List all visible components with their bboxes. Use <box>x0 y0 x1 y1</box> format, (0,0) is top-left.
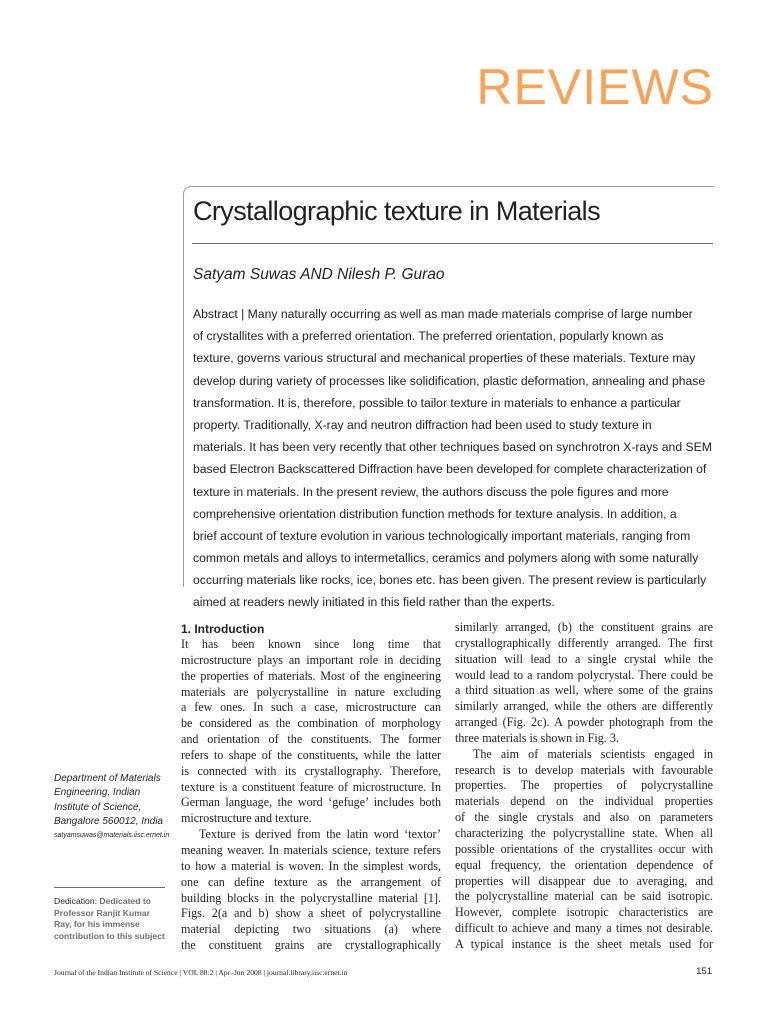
abstract-line: materials. It has been very recently that other techniques based on synchrotron X-rays and SEM <box>193 440 712 455</box>
abstract-line: Abstract | Many naturally occurring as well as man made materials comprise of large number <box>193 307 693 321</box>
body-text-line: the constituent grains are crystallographically <box>181 938 441 953</box>
body-text-line: The aim of materials scientists engaged in <box>473 746 713 761</box>
journal-footer: Journal of the Indian Institute of Science | VOL 88:2 | Apr–Jun 2008 | journal.library.iisc.ernet.in <box>54 968 348 977</box>
abstract-line: comprehensive orientation distribution function methods for texture analysis. In addition, a <box>193 506 677 521</box>
body-text-line: materials depend on the individual properties <box>455 794 713 809</box>
body-text-line: material depicting two situations (a) where <box>181 922 441 937</box>
body-text-line: research is to develop materials with favourable <box>455 762 713 777</box>
section-heading: 1. Introduction <box>181 622 265 636</box>
body-text-line: microstructure and texture. <box>181 811 312 826</box>
affiliation-line: Institute of Science, <box>54 801 142 813</box>
body-text-line: similarly arranged, (b) the constituent grains are <box>455 620 713 634</box>
page-number: 151 <box>696 966 712 977</box>
abstract-line: develop during variety of processes like solidification, plastic deformation, annealing and phase <box>193 373 706 388</box>
body-text-line: equal frequency, the orientation dependence of <box>455 857 713 872</box>
affiliation-line: Engineering, Indian <box>54 787 141 799</box>
body-text-line: A typical instance is the sheet metals used for <box>455 936 713 951</box>
body-text-line: and orientation of the constituents. The former <box>181 732 441 747</box>
abstract-line: transformation. It is, therefore, possible to tailor texture in materials to enhance a particular <box>193 395 681 410</box>
body-text-line: three materials is shown in Fig. 3. <box>455 730 619 745</box>
author-list: Satyam Suwas AND Nilesh P. Gurao <box>193 266 445 283</box>
body-text-line: refers to shape of the constituents, while the latter <box>181 747 441 762</box>
body-text-line: properties will disappear due to averaging, and <box>455 873 713 888</box>
body-text-line: be considered as the combination of morphology <box>181 716 441 731</box>
dedication-line: Professor Ranjit Kumar <box>54 907 150 918</box>
body-text-line: German language, the word ‘gefuge’ includes both <box>181 795 441 810</box>
abstract-line: texture in materials. In the present review, the authors discuss the pole figures and more <box>193 484 669 499</box>
author-affiliation <box>54 772 179 842</box>
dedication-line: contribution to this subject <box>54 930 165 941</box>
affiliation-line: Department of Materials <box>54 773 161 784</box>
body-text-line: Figs. 2(a and b) show a sheet of polycrystalline <box>181 906 441 921</box>
dedication <box>54 896 172 942</box>
body-text-line: microstructure plays an important role in deciding <box>181 652 441 667</box>
body-text-line: is connected with its crystallography. Therefore, <box>181 763 441 778</box>
abstract-line: aimed at readers newly initiated in this field rather than the experts. <box>193 595 555 610</box>
abstract-line: occurring materials like rocks, ice, bones etc. has been given. The present review is particularly <box>193 573 707 588</box>
body-column-1 <box>181 620 441 954</box>
dedication-label: Dedication: <box>54 896 97 906</box>
body-text-line: difficult to achieve and many a times not desirable. <box>455 921 713 936</box>
body-text-line: situation will lead to a single crystal while the <box>455 651 713 666</box>
affiliation-line: Bangalore 560012, India <box>54 816 163 828</box>
body-text-line: properties. The properties of polycrystalline <box>455 778 713 793</box>
body-text-line: the polycrystalline material can be said isotropic. <box>455 889 713 904</box>
body-text-line: Texture is derived from the latin word ‘textor’ <box>199 827 441 842</box>
abstract-line: brief account of texture evolution in various technologically important materials, ranging from <box>193 528 691 543</box>
body-text-line: characterizing the polycrystalline state. When all <box>455 825 713 840</box>
author-email: satyamsuwas@materials.iisc.ernet.in <box>54 831 170 839</box>
body-column-2 <box>455 620 713 953</box>
abstract-line: property. Traditionally, X-ray and neutron diffraction had been used to study texture in <box>193 417 652 432</box>
abstract-line: based Electron Backscattered Diffraction have been developed for complete characterization of <box>193 462 707 477</box>
dedication-line: Ray, for his immense <box>54 919 140 929</box>
body-text-line: a third situation as well, where some of the grains <box>455 683 713 698</box>
body-text-line: arranged (Fig. 2c). A powder photograph from the <box>455 715 713 730</box>
sidebar-divider <box>54 887 165 888</box>
body-text-line: of the single crystals and also on parameters <box>455 810 713 825</box>
body-text-line: meaning weaver. In materials science, texture refers <box>181 842 441 857</box>
section-label: REVIEWS <box>476 59 714 115</box>
abstract-line: of crystallites with a preferred orientation. The preferred orientation, popularly known as <box>193 329 664 344</box>
body-text-line: building blocks in the polycrystalline material [1]. <box>181 890 441 905</box>
abstract <box>193 303 713 614</box>
body-text-line: texture is a constituent feature of microstructure. In <box>181 779 441 794</box>
body-text-line: However, complete isotropic characteristics are <box>455 905 713 920</box>
body-text-line: a few ones. In such a case, microstructure can <box>181 700 441 715</box>
body-text-line: possible orientations of the crystallites occur with <box>455 841 713 856</box>
article-title: Crystallographic texture in Materials <box>193 196 600 226</box>
dedication-line: Dedicated to <box>97 896 151 906</box>
body-text-line: It has been known since long time that <box>181 637 441 651</box>
body-text-line: crystallographically differently arranged. The first <box>455 635 713 650</box>
body-text-line: similarly arranged, while the others are differently <box>455 699 713 714</box>
abstract-line: texture, governs various structural and mechanical properties of these materials. Texture may <box>193 351 696 366</box>
body-text-line: would lead to a random polycrystal. There could be <box>455 667 713 682</box>
body-text-line: the properties of materials. Most of the engineering <box>181 668 441 683</box>
body-text-line: materials are polycrystalline in nature excluding <box>181 684 441 699</box>
body-text-line: one can define texture as the arrangement of <box>181 874 441 889</box>
abstract-line: common metals and alloys to intermetallics, ceramics and polymers along with some naturally <box>193 551 699 566</box>
title-rule <box>192 243 713 244</box>
body-text-line: to how a material is woven. In the simplest words, <box>181 858 441 873</box>
